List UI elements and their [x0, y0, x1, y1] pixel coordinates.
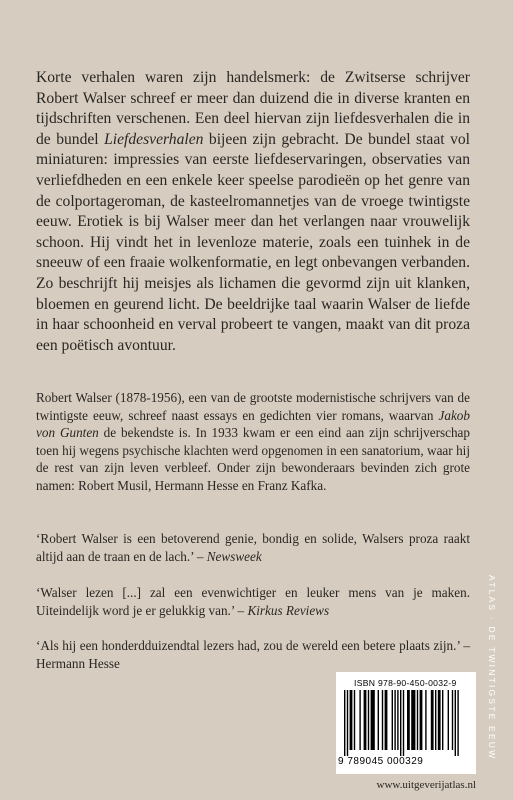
bio-part-2: de bekendste is. In 1933 kwam er een eind aan zijn schrijverschap toen hij wegens psychische klachten werd opgenomen in een sanatorium, waar hij de rest van zijn leven verbleef. Onder zijn bewonderaars bevinden zich grote namen: Robert Musil, Hermann Hesse en Franz Kafka.	[36, 425, 470, 493]
quote-source: Newsweek	[206, 548, 262, 564]
ean-number: 9 789045 000329	[338, 756, 424, 767]
quote-text: ‘Als hij een honderdduizendtal lezers had, zou de wereld een betere plaats zijn.’ –	[36, 638, 470, 653]
bio-part-1: Robert Walser (1878-1956), een van de grootste modernistische schrijvers van de twintigste eeuw, schreef naast essays en gedichten vier romans, waarvan	[36, 390, 470, 423]
quote-hesse	[36, 637, 470, 672]
quote-newsweek	[36, 530, 470, 565]
quote-kirkus	[36, 584, 470, 619]
novel-title: Jakob von Gunten	[36, 407, 470, 441]
publisher-website: www.uitgeverijatlas.nl	[376, 779, 476, 791]
quote-text: ‘Robert Walser is een betoverend genie, bondig en solide, Walsers proza raakt altijd aan de traan en de lach.’ –	[36, 531, 470, 564]
description-paragraph	[36, 68, 470, 356]
quote-text: ‘Walser lezen [...] zal een evenwichtiger en leuker mens van je maken. Uiteindelijk word je er gelukkig van.’ –	[36, 585, 470, 618]
barcode-icon	[342, 690, 470, 756]
description-part-1: Korte verhalen waren zijn handelsmerk: de Zwitserse schrijver Robert Walser schreef er meer dan duizend die in diverse kranten en tijdschriften verschenen. Een deel hiervan zijn liefdesverhalen die in de bundel	[36, 69, 470, 148]
book-title: Liefdesverhalen	[104, 130, 204, 148]
isbn-label: ISBN 978-90-450-0032-9	[354, 678, 457, 688]
series-spine-text: ATLAS · DE TWINTIGSTE EEUW	[487, 575, 497, 761]
author-bio	[36, 389, 470, 495]
barcode-box	[336, 672, 476, 774]
description-part-2: bijeen zijn gebracht. De bundel staat vol miniaturen: impressies van eerste liefdeservaringen, observaties van verliefdheden en een enkele keer speelse parodieën op het genre van de colportageroman, de kasteelromannetjes van de vroege twintigste eeuw. Erotiek is bij Walser meer dan het verlangen naar vrouwelijk schoon. Hij vindt het in levenloze materie, zoals een tuinhek in de sneeuw of een fraaie wolkenformatie, en legt onbevangen verbanden. Zo beschrijft hij meisjes als lichamen die gevormd zijn uit klanken, bloemen en geurend licht. De beeldrijke taal waarin Walser de liefde in haar schoonheid en verval probeert te vangen, maakt van dit proza een poëtisch avontuur.	[36, 130, 470, 354]
quote-source: Kirkus Reviews	[247, 602, 330, 618]
quote-source: Hermann Hesse	[36, 655, 120, 671]
